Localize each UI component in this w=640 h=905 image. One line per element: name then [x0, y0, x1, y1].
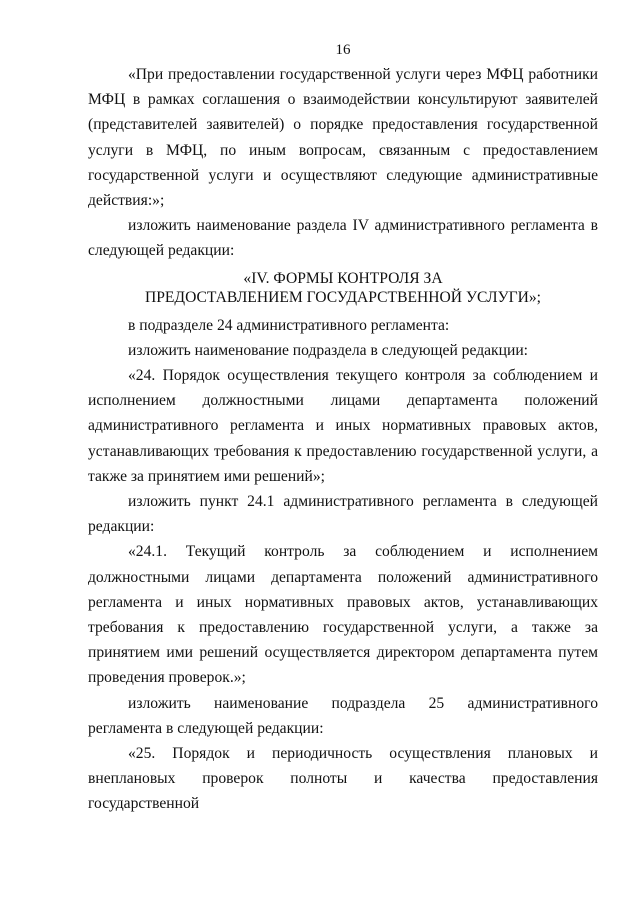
paragraph-mfc-consultation: «При предоставлении государственной услуги через МФЦ работники МФЦ в рамках соглашения о взаимодействии консультируют заявителей (представителей заявителей) о порядке предоставления государственной услуги в МФЦ, по иным вопросам, связанным с предоставлением государственной услуги и осуществляют следующие административные действия:»; [88, 66, 598, 210]
paragraph-subsection-25-instruction: изложить наименование подраздела 25 административного регламента в следующей редакции: [88, 694, 598, 737]
paragraph-24-1-instruction: изложить пункт 24.1 административного регламента в следующей редакции: [88, 493, 598, 536]
paragraph-24-title: «24. Порядок осуществления текущего контроля за соблюдением и исполнением должностными лицами департамента положений административного регламента и иных нормативных правовых актов, устанавливающих требования к предоставлению государственной услуги, а также за принятием ими решений»; [88, 367, 598, 485]
paragraph-25-title: «25. Порядок и периодичность осуществления плановых и внеплановых проверок полноты и качества предоставления государственной [88, 745, 598, 813]
paragraph-section-iv-instruction: изложить наименование раздела IV административного регламента в следующей редакции: [88, 217, 598, 260]
page-number: 16 [335, 42, 351, 58]
section-title [88, 269, 598, 307]
section-title-line-1: «IV. ФОРМЫ КОНТРОЛЯ ЗА [243, 269, 443, 287]
section-title-line-2: ПРЕДОСТАВЛЕНИЕМ ГОСУДАРСТВЕННОЙ УСЛУГИ»; [144, 288, 542, 306]
paragraph-subsection-24: в подразделе 24 административного регламента: [128, 316, 450, 334]
paragraph-rename-instruction: изложить наименование подраздела в следующей редакции: [128, 341, 528, 359]
paragraph-24-1-text: «24.1. Текущий контроль за соблюдением и исполнением должностными лицами департамента положений административного регламента и иных нормативных правовых актов, устанавливающих требования к предоставлению государственной услуги, а также за принятием ими решений осуществляется директором департамента путем проведения проверок.»; [88, 543, 598, 687]
